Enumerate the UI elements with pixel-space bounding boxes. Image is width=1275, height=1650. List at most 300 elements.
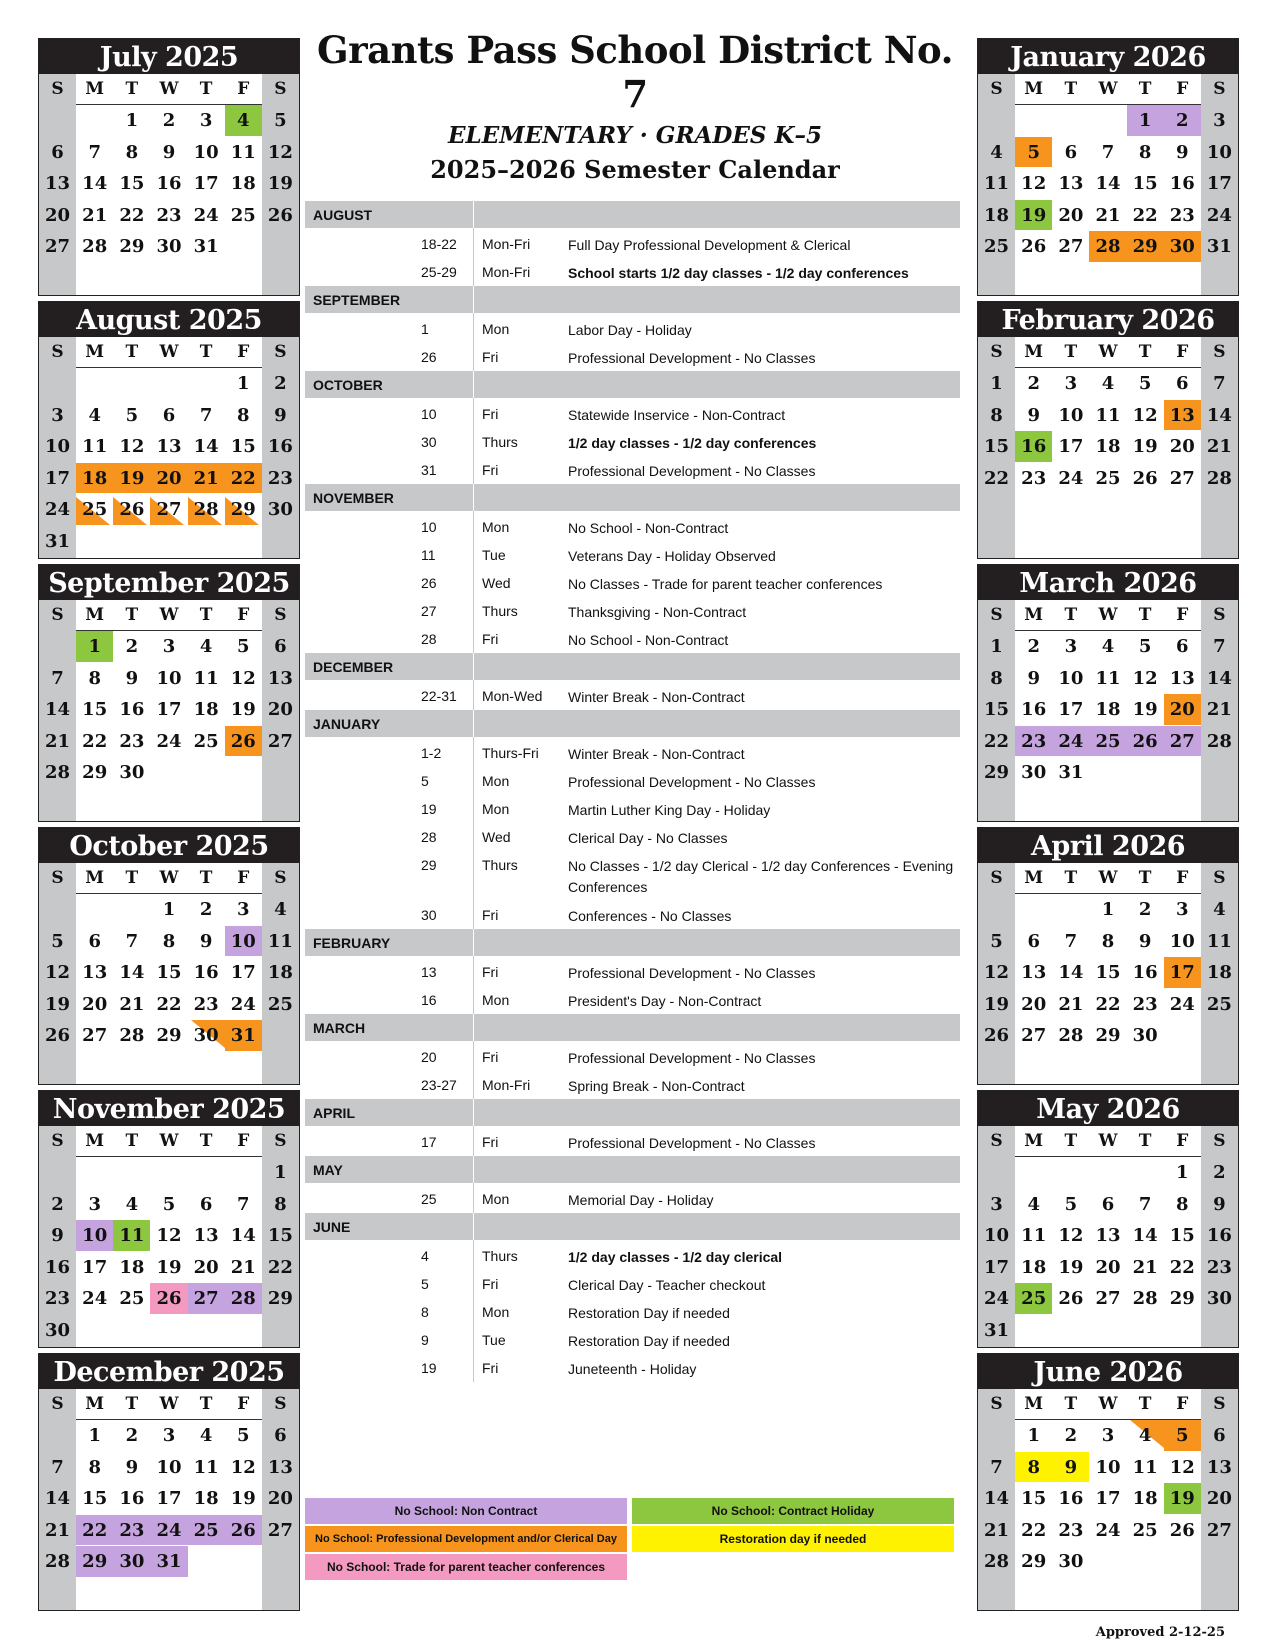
calendar-day xyxy=(1201,631,1238,662)
day-number: 10 xyxy=(156,1456,182,1478)
day-number: 17 xyxy=(1095,1488,1121,1509)
day-number: 7 xyxy=(990,1456,1003,1478)
weekday-label: S xyxy=(39,1126,76,1156)
day-number: 15 xyxy=(1095,962,1121,983)
event-month-header: MAY xyxy=(305,1156,960,1183)
calendar-day xyxy=(1201,1483,1238,1514)
day-number: 27 xyxy=(1095,1288,1121,1309)
calendar-day xyxy=(113,1189,150,1220)
day-number: 2 xyxy=(162,110,176,131)
day-grid xyxy=(978,368,1238,559)
event-weekday: Fri xyxy=(482,406,499,422)
day-grid xyxy=(39,1157,299,1348)
calendar-day xyxy=(978,1452,1015,1483)
calendar-day xyxy=(1015,463,1052,494)
day-number: 6 xyxy=(199,1193,213,1215)
event-row xyxy=(305,230,960,258)
day-number: 27 xyxy=(1169,467,1195,489)
day-number: 6 xyxy=(1176,373,1189,394)
month-calendar xyxy=(977,827,1239,1085)
day-number: 26 xyxy=(230,1519,256,1541)
calendar-day xyxy=(225,1452,262,1483)
calendar-day xyxy=(978,631,1015,662)
empty-day xyxy=(150,368,187,399)
calendar-day xyxy=(1201,431,1238,462)
day-number: 14 xyxy=(45,699,71,720)
day-number: 19 xyxy=(230,699,256,720)
calendar-day xyxy=(1052,231,1089,262)
calendar-day xyxy=(225,168,262,199)
weekday-label: S xyxy=(262,74,299,104)
calendar-day xyxy=(188,1189,225,1220)
calendar-day xyxy=(76,1515,113,1546)
calendar-day xyxy=(262,1157,299,1188)
calendar-day xyxy=(150,1189,187,1220)
event-description: No School - Non-Contract xyxy=(568,632,729,648)
day-grid xyxy=(39,631,299,822)
day-grid xyxy=(978,1157,1238,1348)
day-number: 28 xyxy=(1132,1288,1158,1309)
day-number: 8 xyxy=(1101,930,1115,952)
day-number: 3 xyxy=(1176,899,1189,920)
calendar-day xyxy=(39,200,76,231)
right-month-column xyxy=(977,38,1239,1616)
calendar-day xyxy=(150,1483,187,1514)
day-number: 10 xyxy=(1058,404,1084,426)
weekday-label: T xyxy=(125,342,139,362)
event-description: Clerical Day - Teacher checkout xyxy=(568,1277,766,1293)
day-number: 17 xyxy=(193,173,219,194)
weekday-label: F xyxy=(237,79,250,99)
day-number: 30 xyxy=(193,1025,219,1046)
day-number: 19 xyxy=(267,173,293,194)
calendar-day xyxy=(150,1546,187,1577)
day-number: 26 xyxy=(156,1288,182,1309)
calendar-day xyxy=(225,1483,262,1514)
calendar-day xyxy=(188,105,225,136)
event-weekday: Thurs xyxy=(482,603,518,619)
event-row xyxy=(305,767,960,795)
day-number: 20 xyxy=(267,699,293,720)
calendar-day xyxy=(113,1546,150,1577)
day-number: 23 xyxy=(267,467,293,489)
day-number: 12 xyxy=(230,1456,256,1478)
weekday-label: F xyxy=(1176,868,1189,888)
calendar-day xyxy=(76,168,113,199)
day-number: 16 xyxy=(1169,173,1195,194)
event-date: 19 xyxy=(421,801,437,817)
day-number: 16 xyxy=(1058,1488,1084,1509)
day-number: 18 xyxy=(1132,1488,1158,1509)
event-row xyxy=(305,343,960,371)
calendar-day xyxy=(113,1483,150,1514)
calendar-day xyxy=(1089,400,1126,431)
month-calendar xyxy=(38,1353,300,1611)
weekday-label: T xyxy=(125,1131,139,1151)
day-number: 30 xyxy=(156,236,182,257)
calendar-day xyxy=(150,231,187,262)
calendar-day xyxy=(113,726,150,757)
calendar-day xyxy=(1127,989,1164,1020)
day-number: 21 xyxy=(1206,436,1232,457)
day-number: 28 xyxy=(984,1551,1010,1572)
weekday-header xyxy=(978,1389,1238,1420)
day-number: 24 xyxy=(1095,1519,1121,1541)
calendar-day xyxy=(1052,631,1089,662)
day-number: 9 xyxy=(1027,667,1040,689)
event-weekday: Tue xyxy=(482,547,506,563)
day-number: 18 xyxy=(267,962,293,983)
calendar-day xyxy=(1201,1452,1238,1483)
calendar-day xyxy=(1015,1283,1052,1314)
day-number: 20 xyxy=(82,993,108,1015)
calendar-day xyxy=(262,494,299,525)
day-number: 15 xyxy=(156,962,182,983)
calendar-day xyxy=(1089,1189,1126,1220)
weekday-label: F xyxy=(1176,605,1189,625)
event-weekday: Mon xyxy=(482,1191,510,1207)
day-number: 23 xyxy=(156,204,182,226)
calendar-day xyxy=(1164,989,1201,1020)
weekday-label: T xyxy=(1064,1131,1078,1151)
weekday-label: M xyxy=(85,342,105,362)
calendar-day xyxy=(39,1546,76,1577)
empty-day xyxy=(978,894,1015,925)
day-number: 6 xyxy=(51,141,64,163)
day-number: 5 xyxy=(237,636,250,657)
calendar-day xyxy=(1164,631,1201,662)
weekday-label: M xyxy=(1024,79,1044,99)
month-calendar xyxy=(38,38,300,296)
calendar-day xyxy=(1201,1515,1238,1546)
event-row xyxy=(305,958,960,986)
calendar-day xyxy=(150,463,187,494)
weekday-label: T xyxy=(1064,1394,1078,1414)
calendar-day xyxy=(262,400,299,431)
event-row xyxy=(305,258,960,286)
day-number: 22 xyxy=(82,730,108,752)
calendar-day xyxy=(225,137,262,168)
day-number: 27 xyxy=(82,1025,108,1046)
day-number: 15 xyxy=(1021,1488,1047,1509)
day-number: 23 xyxy=(119,1519,145,1541)
calendar-day xyxy=(1089,1515,1126,1546)
calendar-day xyxy=(1127,1189,1164,1220)
calendar-day xyxy=(1015,663,1052,694)
calendar-day xyxy=(150,631,187,662)
event-description: Professional Development - No Classes xyxy=(568,463,816,479)
event-date: 28 xyxy=(421,631,437,647)
weekday-label: S xyxy=(39,337,76,367)
weekday-label: S xyxy=(1201,337,1238,367)
calendar-day xyxy=(262,137,299,168)
event-weekday: Wed xyxy=(482,829,511,845)
day-number: 22 xyxy=(1132,204,1158,226)
calendar-day xyxy=(39,957,76,988)
day-number: 8 xyxy=(88,667,101,689)
day-number: 22 xyxy=(119,204,145,226)
event-description: Restoration Day if needed xyxy=(568,1305,730,1321)
day-number: 18 xyxy=(1206,962,1232,983)
day-number: 16 xyxy=(1132,962,1158,983)
calendar-day xyxy=(1015,1220,1052,1251)
event-row xyxy=(305,1326,960,1354)
day-number: 21 xyxy=(230,1256,256,1278)
month-calendar xyxy=(977,38,1239,296)
calendar-day xyxy=(1052,1483,1089,1514)
weekday-label: M xyxy=(85,868,105,888)
calendar-day xyxy=(1127,463,1164,494)
calendar-day xyxy=(113,663,150,694)
weekday-label: T xyxy=(199,342,213,362)
calendar-day xyxy=(978,1283,1015,1314)
weekday-label: M xyxy=(1024,868,1044,888)
calendar-day xyxy=(978,957,1015,988)
calendar-day xyxy=(1015,726,1052,757)
calendar-day xyxy=(1164,1483,1201,1514)
event-date: 8 xyxy=(421,1304,429,1320)
calendar-day xyxy=(1015,431,1052,462)
day-number: 16 xyxy=(193,962,219,983)
calendar-day xyxy=(39,400,76,431)
day-number: 18 xyxy=(119,1256,145,1278)
event-date: 1-2 xyxy=(421,745,442,761)
weekday-label: S xyxy=(1201,1389,1238,1419)
day-number: 13 xyxy=(267,667,293,689)
event-date: 29 xyxy=(421,857,437,873)
month-title: November 2025 xyxy=(39,1091,299,1126)
day-number: 28 xyxy=(1206,730,1232,752)
day-number: 27 xyxy=(1021,1025,1047,1046)
month-calendar xyxy=(38,1090,300,1348)
calendar-day xyxy=(1052,726,1089,757)
day-number: 23 xyxy=(119,730,145,752)
event-weekday: Fri xyxy=(482,349,499,365)
header xyxy=(305,28,965,184)
day-number: 29 xyxy=(1021,1551,1047,1572)
day-number: 13 xyxy=(1095,1225,1121,1246)
month-title: February 2026 xyxy=(978,302,1238,337)
day-number: 24 xyxy=(156,1519,182,1541)
day-number: 3 xyxy=(162,1425,176,1446)
event-date: 20 xyxy=(421,1049,437,1065)
calendar-day xyxy=(188,1252,225,1283)
empty-day xyxy=(1127,1157,1164,1188)
calendar-day xyxy=(1164,926,1201,957)
empty-day xyxy=(188,368,225,399)
weekday-label: F xyxy=(237,1394,250,1414)
day-number: 18 xyxy=(984,204,1010,226)
calendar-day xyxy=(1164,957,1201,988)
calendar-day xyxy=(1015,989,1052,1020)
weekday-label: S xyxy=(1201,1126,1238,1156)
day-number: 19 xyxy=(1021,204,1047,226)
day-number: 12 xyxy=(1058,1225,1084,1246)
day-number: 28 xyxy=(230,1288,256,1309)
calendar-day xyxy=(225,1020,262,1051)
day-number: 8 xyxy=(1176,1193,1189,1215)
calendar-day xyxy=(188,663,225,694)
event-description: School starts 1/2 day classes - 1/2 day conferences xyxy=(568,265,909,281)
weekday-label: F xyxy=(1176,79,1189,99)
weekday-header xyxy=(39,1389,299,1420)
day-number: 28 xyxy=(82,236,108,257)
calendar-day xyxy=(1201,400,1238,431)
calendar-day xyxy=(1052,1546,1089,1577)
event-weekday: Mon xyxy=(482,1304,510,1320)
day-number: 1 xyxy=(990,636,1003,657)
day-number: 20 xyxy=(193,1256,219,1278)
calendar-day xyxy=(39,1252,76,1283)
calendar-day xyxy=(1089,1020,1126,1051)
day-number: 8 xyxy=(990,667,1003,689)
event-weekday: Mon-Wed xyxy=(482,688,543,704)
weekday-label: W xyxy=(1098,1394,1118,1414)
day-number: 25 xyxy=(1095,730,1121,752)
day-number: 5 xyxy=(51,930,64,952)
weekday-label: S xyxy=(978,863,1015,893)
day-number: 17 xyxy=(45,467,71,489)
grades-subtitle: ELEMENTARY · GRADES K–5 xyxy=(448,122,822,149)
weekday-label: F xyxy=(237,868,250,888)
day-number: 14 xyxy=(1206,667,1232,689)
calendar-day xyxy=(76,757,113,788)
calendar-day xyxy=(113,431,150,462)
day-number: 8 xyxy=(1138,141,1152,163)
calendar-day xyxy=(262,926,299,957)
day-number: 30 xyxy=(119,1551,145,1572)
month-calendar xyxy=(977,1353,1239,1611)
day-number: 29 xyxy=(82,762,108,783)
calendar-day xyxy=(39,694,76,725)
calendar-day xyxy=(113,631,150,662)
calendar-day xyxy=(76,663,113,694)
month-title: January 2026 xyxy=(978,39,1238,74)
weekday-label: T xyxy=(125,79,139,99)
day-number: 10 xyxy=(45,436,71,457)
empty-day xyxy=(113,894,150,925)
calendar-day xyxy=(1201,989,1238,1020)
empty-day xyxy=(1015,105,1052,136)
event-weekday: Mon xyxy=(482,801,510,817)
calendar-day xyxy=(76,1483,113,1514)
day-number: 11 xyxy=(82,436,108,457)
calendar-day xyxy=(262,1483,299,1514)
day-number: 3 xyxy=(1064,636,1078,657)
calendar-day xyxy=(39,926,76,957)
event-month-header: MARCH xyxy=(305,1014,960,1041)
day-number: 5 xyxy=(125,404,139,426)
calendar-day xyxy=(150,1452,187,1483)
empty-day xyxy=(150,1157,187,1188)
event-month-header: NOVEMBER xyxy=(305,484,960,511)
empty-day xyxy=(39,894,76,925)
calendar-day xyxy=(1015,757,1052,788)
day-number: 23 xyxy=(1021,730,1047,752)
day-number: 11 xyxy=(193,1456,219,1478)
calendar-day xyxy=(188,431,225,462)
event-date: 26 xyxy=(421,575,437,591)
day-grid xyxy=(978,1420,1238,1611)
calendar-day xyxy=(39,526,76,557)
event-date: 5 xyxy=(421,1276,429,1292)
event-weekday: Thurs xyxy=(482,434,518,450)
calendar-day xyxy=(225,400,262,431)
day-number: 22 xyxy=(230,467,256,489)
event-date: 10 xyxy=(421,519,437,535)
event-date: 31 xyxy=(421,462,437,478)
calendar-day xyxy=(1015,1189,1052,1220)
calendar-day xyxy=(1201,463,1238,494)
day-number: 21 xyxy=(193,467,219,489)
calendar-day xyxy=(1052,694,1089,725)
calendar-day xyxy=(113,957,150,988)
day-number: 18 xyxy=(193,1488,219,1509)
day-number: 4 xyxy=(199,636,213,657)
event-row xyxy=(305,795,960,823)
day-number: 11 xyxy=(230,141,256,163)
day-number: 29 xyxy=(82,1551,108,1572)
calendar-day xyxy=(1052,1452,1089,1483)
event-row xyxy=(305,1242,960,1270)
weekday-label: S xyxy=(978,1389,1015,1419)
day-number: 12 xyxy=(119,436,145,457)
day-number: 15 xyxy=(82,1488,108,1509)
day-number: 24 xyxy=(1058,730,1084,752)
calendar-day xyxy=(978,463,1015,494)
calendar-day xyxy=(978,1252,1015,1283)
calendar-day xyxy=(150,1252,187,1283)
day-number: 9 xyxy=(1213,1193,1226,1215)
event-month-header: DECEMBER xyxy=(305,653,960,680)
day-number: 29 xyxy=(1132,236,1158,257)
event-date: 18-22 xyxy=(421,236,457,252)
legend xyxy=(305,1498,953,1580)
day-number: 4 xyxy=(1101,373,1115,394)
calendar-day xyxy=(262,368,299,399)
event-description: Labor Day - Holiday xyxy=(568,322,692,338)
day-number: 2 xyxy=(51,1193,64,1215)
day-number: 14 xyxy=(82,173,108,194)
calendar-day xyxy=(1127,894,1164,925)
day-number: 7 xyxy=(51,667,64,689)
day-number: 19 xyxy=(45,993,71,1015)
day-number: 12 xyxy=(1132,667,1158,689)
calendar-day xyxy=(188,631,225,662)
weekday-header xyxy=(39,1126,299,1157)
day-number: 11 xyxy=(1095,667,1121,689)
calendar-day xyxy=(150,1515,187,1546)
event-weekday: Thurs-Fri xyxy=(482,745,539,761)
event-weekday: Fri xyxy=(482,964,499,980)
calendar-day xyxy=(39,1483,76,1514)
weekday-label: F xyxy=(1176,1131,1189,1151)
weekday-label: W xyxy=(159,79,179,99)
calendar-day xyxy=(1089,168,1126,199)
day-number: 4 xyxy=(88,404,101,426)
day-number: 23 xyxy=(1132,993,1158,1015)
day-number: 8 xyxy=(162,930,176,952)
calendar-day xyxy=(113,1515,150,1546)
event-weekday: Tue xyxy=(482,1332,506,1348)
event-weekday: Mon-Fri xyxy=(482,236,531,252)
day-number: 17 xyxy=(1058,436,1084,457)
day-number: 24 xyxy=(1206,204,1232,226)
calendar-day xyxy=(1052,1420,1089,1451)
weekday-header xyxy=(978,337,1238,368)
weekday-label: W xyxy=(1098,79,1118,99)
weekday-label: S xyxy=(39,74,76,104)
